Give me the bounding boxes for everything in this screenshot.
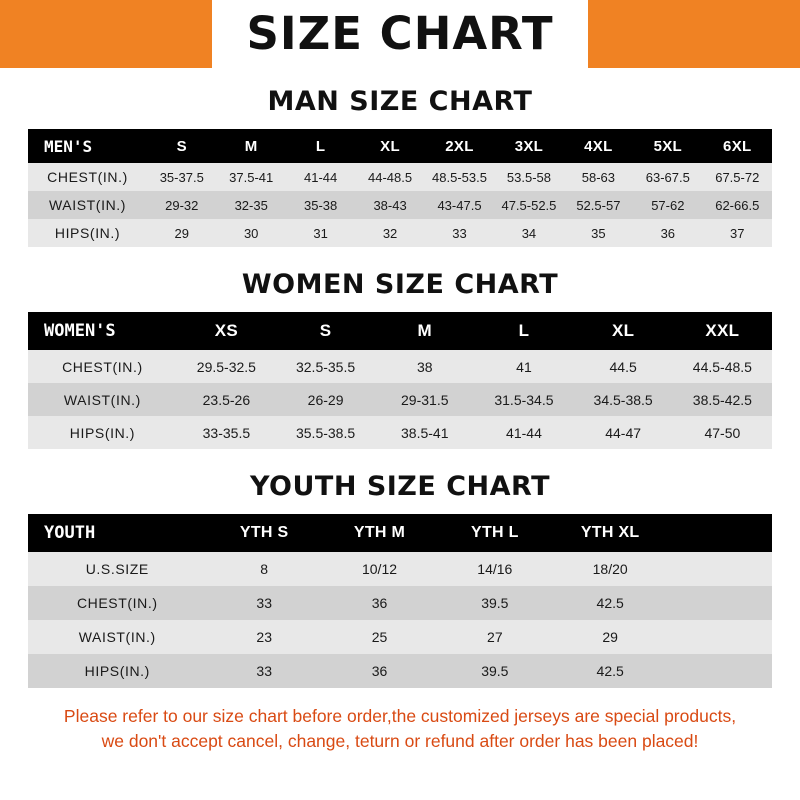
youth-cell-1-3: 42.5: [596, 595, 624, 611]
order-policy-note-line-1: Please refer to our size chart before order,the customized jerseys are special products,: [63, 706, 737, 726]
man-cell-0-4: 48.5-53.5: [432, 169, 487, 185]
youth-col-4: YTH XL: [552, 514, 667, 552]
women-cell-0-5: 44.5-48.5: [692, 358, 752, 375]
women-cell-1-3: 31.5-34.5: [494, 391, 554, 408]
man-corner-header: MEN'S: [28, 129, 147, 163]
man-cell-0-7: 63-67.5: [645, 169, 690, 185]
youth-cell-3-3: 42.5: [596, 663, 624, 679]
man-section-title: MAN SIZE CHART: [267, 86, 533, 117]
youth-col-spacer: [668, 514, 772, 552]
youth-section-title: YOUTH SIZE CHART: [249, 471, 551, 502]
man-col-2: M: [216, 129, 285, 163]
man-row-label-0: CHEST(IN.): [47, 169, 128, 185]
youth-cell-0-0: 8: [260, 561, 269, 577]
youth-row-label-1: CHEST(IN.): [76, 595, 158, 611]
youth-corner-header: YOUTH: [28, 514, 207, 552]
man-cell-1-6: 52.5-57: [576, 197, 621, 213]
man-cell-2-6: 35: [591, 225, 606, 241]
youth-cell-0-spacer: [668, 552, 772, 586]
women-cell-2-0: 33-35.5: [202, 424, 251, 441]
man-cell-1-3: 38-43: [373, 197, 407, 213]
man-cell-1-4: 43-47.5: [437, 197, 482, 213]
man-col-4: XL: [355, 129, 424, 163]
man-cell-1-2: 35-38: [304, 197, 338, 213]
man-row-label-1: WAIST(IN.): [49, 197, 127, 213]
man-table-head: [28, 129, 772, 163]
man-cell-0-2: 41-44: [304, 169, 338, 185]
women-cell-1-1: 26-29: [307, 391, 344, 408]
youth-row-label-2: WAIST(IN.): [78, 629, 156, 645]
man-cell-0-8: 67.5-72: [715, 169, 760, 185]
order-policy-note-line-2: we don't accept cancel, change, teturn or refund after order has been placed!: [101, 731, 699, 752]
man-col-5: 2XL: [425, 129, 494, 163]
women-section-title: WOMEN SIZE CHART: [241, 269, 559, 300]
youth-cell-3-0: 33: [256, 663, 272, 679]
man-size-table: [28, 129, 772, 247]
man-cell-1-5: 47.5-52.5: [501, 197, 557, 213]
man-cell-1-7: 57-62: [651, 197, 685, 213]
man-cell-0-1: 37.5-41: [229, 169, 274, 185]
man-col-6: 3XL: [494, 129, 563, 163]
table-row: [28, 191, 772, 219]
youth-cell-0-2: 14/16: [477, 561, 513, 577]
man-cell-1-1: 32-35: [234, 197, 268, 213]
youth-cell-0-3: 18/20: [592, 561, 628, 577]
order-policy-note: [22, 704, 778, 755]
table-row: [28, 620, 772, 654]
youth-cell-1-2: 39.5: [481, 595, 509, 611]
women-corner-header: WOMEN'S: [28, 312, 177, 350]
women-col-5: XL: [574, 312, 673, 350]
women-cell-2-5: 47-50: [704, 424, 741, 441]
women-col-3: M: [375, 312, 474, 350]
man-cell-2-8: 37: [730, 225, 745, 241]
man-table-wrap: [0, 129, 800, 247]
youth-table-head: [28, 514, 772, 552]
women-cell-0-0: 29.5-32.5: [196, 358, 256, 375]
women-col-6: XXL: [673, 312, 772, 350]
man-cell-2-1: 30: [243, 225, 259, 241]
women-cell-1-5: 38.5-42.5: [692, 391, 752, 408]
women-cell-0-2: 38: [416, 358, 433, 375]
table-header-row: [28, 514, 772, 552]
man-col-9: 6XL: [703, 129, 772, 163]
women-cell-0-3: 41: [516, 358, 532, 375]
youth-cell-2-2: 27: [487, 629, 503, 645]
man-cell-0-6: 58-63: [581, 169, 615, 185]
women-size-table: [28, 312, 772, 449]
table-row: [28, 219, 772, 247]
header-banner: [0, 0, 800, 68]
table-row: [28, 654, 772, 688]
man-cell-0-3: 44-48.5: [368, 169, 413, 185]
table-row: [28, 350, 772, 383]
women-table-body: [28, 350, 772, 449]
man-cell-2-5: 34: [521, 225, 537, 241]
women-cell-2-4: 44-47: [605, 424, 642, 441]
women-cell-2-2: 38.5-41: [401, 424, 449, 441]
youth-col-1: YTH S: [207, 514, 322, 552]
man-col-1: S: [147, 129, 216, 163]
table-row: [28, 163, 772, 191]
women-cell-1-4: 34.5-38.5: [593, 391, 653, 408]
youth-cell-1-spacer: [668, 586, 772, 620]
man-cell-1-8: 62-66.5: [715, 197, 760, 213]
table-row: [28, 586, 772, 620]
table-row: [28, 416, 772, 449]
man-cell-2-4: 33: [452, 225, 467, 241]
youth-row-label-3: HIPS(IN.): [84, 663, 150, 679]
man-col-7: 4XL: [564, 129, 633, 163]
youth-cell-2-spacer: [668, 620, 772, 654]
women-cell-2-3: 41-44: [506, 424, 542, 441]
women-cell-0-1: 32.5-35.5: [295, 358, 356, 375]
youth-cell-3-spacer: [668, 654, 772, 688]
man-col-8: 5XL: [633, 129, 702, 163]
youth-col-3: YTH L: [437, 514, 552, 552]
youth-cell-0-1: 10/12: [361, 561, 398, 577]
women-table-head: [28, 312, 772, 350]
man-cell-1-0: 29-32: [165, 197, 199, 213]
table-row: [28, 383, 772, 416]
man-cell-2-7: 36: [660, 225, 676, 241]
women-cell-1-0: 23.5-26: [202, 391, 251, 408]
women-table-wrap: [0, 312, 800, 449]
youth-cell-1-0: 33: [256, 595, 272, 611]
table-row: [28, 552, 772, 586]
banner-accent-left: [0, 0, 212, 68]
women-col-1: XS: [177, 312, 276, 350]
women-row-label-1: WAIST(IN.): [63, 391, 141, 408]
man-cell-2-3: 32: [382, 225, 398, 241]
page-title: SIZE CHART: [246, 7, 554, 60]
youth-cell-1-1: 36: [371, 595, 388, 611]
man-cell-0-5: 53.5-58: [506, 169, 551, 185]
women-col-2: S: [276, 312, 375, 350]
man-col-3: L: [286, 129, 355, 163]
banner-accent-right: [588, 0, 800, 68]
man-cell-2-2: 31: [313, 225, 328, 241]
man-cell-0-0: 35-37.5: [159, 169, 204, 185]
man-table-body: [28, 163, 772, 247]
youth-cell-2-3: 29: [602, 629, 618, 645]
youth-table-wrap: [0, 514, 800, 688]
youth-size-table: [28, 514, 772, 688]
women-cell-2-1: 35.5-38.5: [295, 424, 356, 441]
youth-cell-3-2: 39.5: [481, 663, 509, 679]
women-row-label-2: HIPS(IN.): [69, 424, 136, 441]
man-cell-2-0: 29: [174, 225, 189, 241]
women-cell-0-4: 44.5: [609, 358, 637, 375]
youth-row-label-0: U.S.SIZE: [85, 561, 149, 577]
women-row-label-0: CHEST(IN.): [62, 358, 143, 375]
youth-col-2: YTH M: [322, 514, 437, 552]
youth-cell-3-1: 36: [371, 663, 388, 679]
youth-table-body: [28, 552, 772, 688]
women-col-4: L: [474, 312, 573, 350]
women-cell-1-2: 29-31.5: [401, 391, 449, 408]
table-header-row: [28, 129, 772, 163]
youth-cell-2-0: 23: [256, 629, 272, 645]
table-header-row: [28, 312, 772, 350]
youth-cell-2-1: 25: [371, 629, 388, 645]
man-row-label-2: HIPS(IN.): [54, 225, 121, 241]
